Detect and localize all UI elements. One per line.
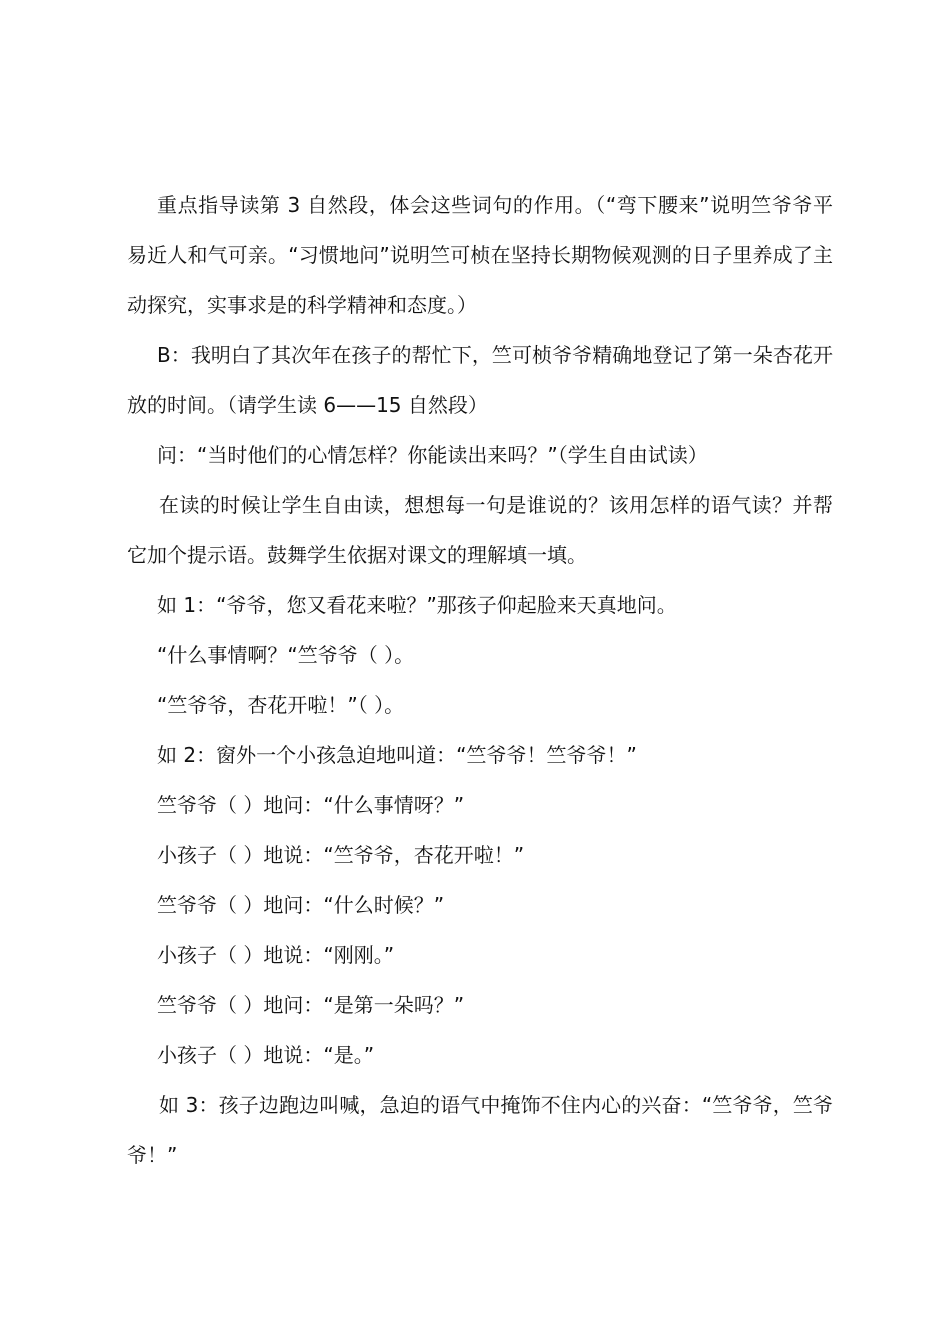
paragraph-question: 问：“当时他们的心情怎样？你能读出来吗？”（学生自由试读） xyxy=(157,443,708,467)
paragraph-example-2-line-2: 竺爷爷（ ）地问：“什么事情呀？” xyxy=(157,793,465,817)
paragraph-example-1-line-3: “竺爷爷，杏花开啦！”（ ）。 xyxy=(157,693,405,717)
paragraph-example-2-line-4: 竺爷爷（ ）地问：“什么时候？” xyxy=(157,893,445,917)
paragraph-example-1: 如 1：“爷爷，您又看花来啦？”那孩子仰起脸来天真地问。 xyxy=(157,593,677,617)
paragraph-example-1-line-2: “什么事情啊？“竺爷爷（ ）。 xyxy=(157,643,415,667)
paragraph-example-2-line-5: 小孩子（ ）地说：“刚刚。” xyxy=(157,943,395,967)
paragraph-example-2-line-3: 小孩子（ ）地说：“竺爷爷，杏花开啦！” xyxy=(157,843,525,867)
paragraph-example-3: 如 3：孩子边跑边叫喊，急迫的语气中掩饰不住内心的兴奋：“竺爷爷，竺爷爷！” xyxy=(127,1093,833,1167)
document-body xyxy=(127,180,833,1180)
paragraph-reading-instruction: 在读的时候让学生自由读，想想每一句是谁说的？该用怎样的语气读？并帮它加个提示语。鼓舞学生依据对课文的理解填一填。 xyxy=(127,493,833,567)
paragraph-guide-reading: 重点指导读第 3 自然段，体会这些词句的作用。（“弯下腰来”说明竺爷爷平易近人和气可亲。“习惯地问”说明竺可桢在坚持长期物候观测的日子里养成了主动探究，实事求是的科学精神和态度。） xyxy=(127,193,833,317)
paragraph-example-2: 如 2：窗外一个小孩急迫地叫道：“竺爷爷！竺爷爷！” xyxy=(157,743,637,767)
paragraph-example-2-line-6: 竺爷爷（ ）地问：“是第一朵吗？” xyxy=(157,993,465,1017)
paragraph-example-2-line-7: 小孩子（ ）地说：“是。” xyxy=(157,1043,375,1067)
paragraph-b-understanding: B：我明白了其次年在孩子的帮忙下，竺可桢爷爷精确地登记了第一朵杏花开放的时间。（请学生读 6——15 自然段） xyxy=(127,343,833,417)
